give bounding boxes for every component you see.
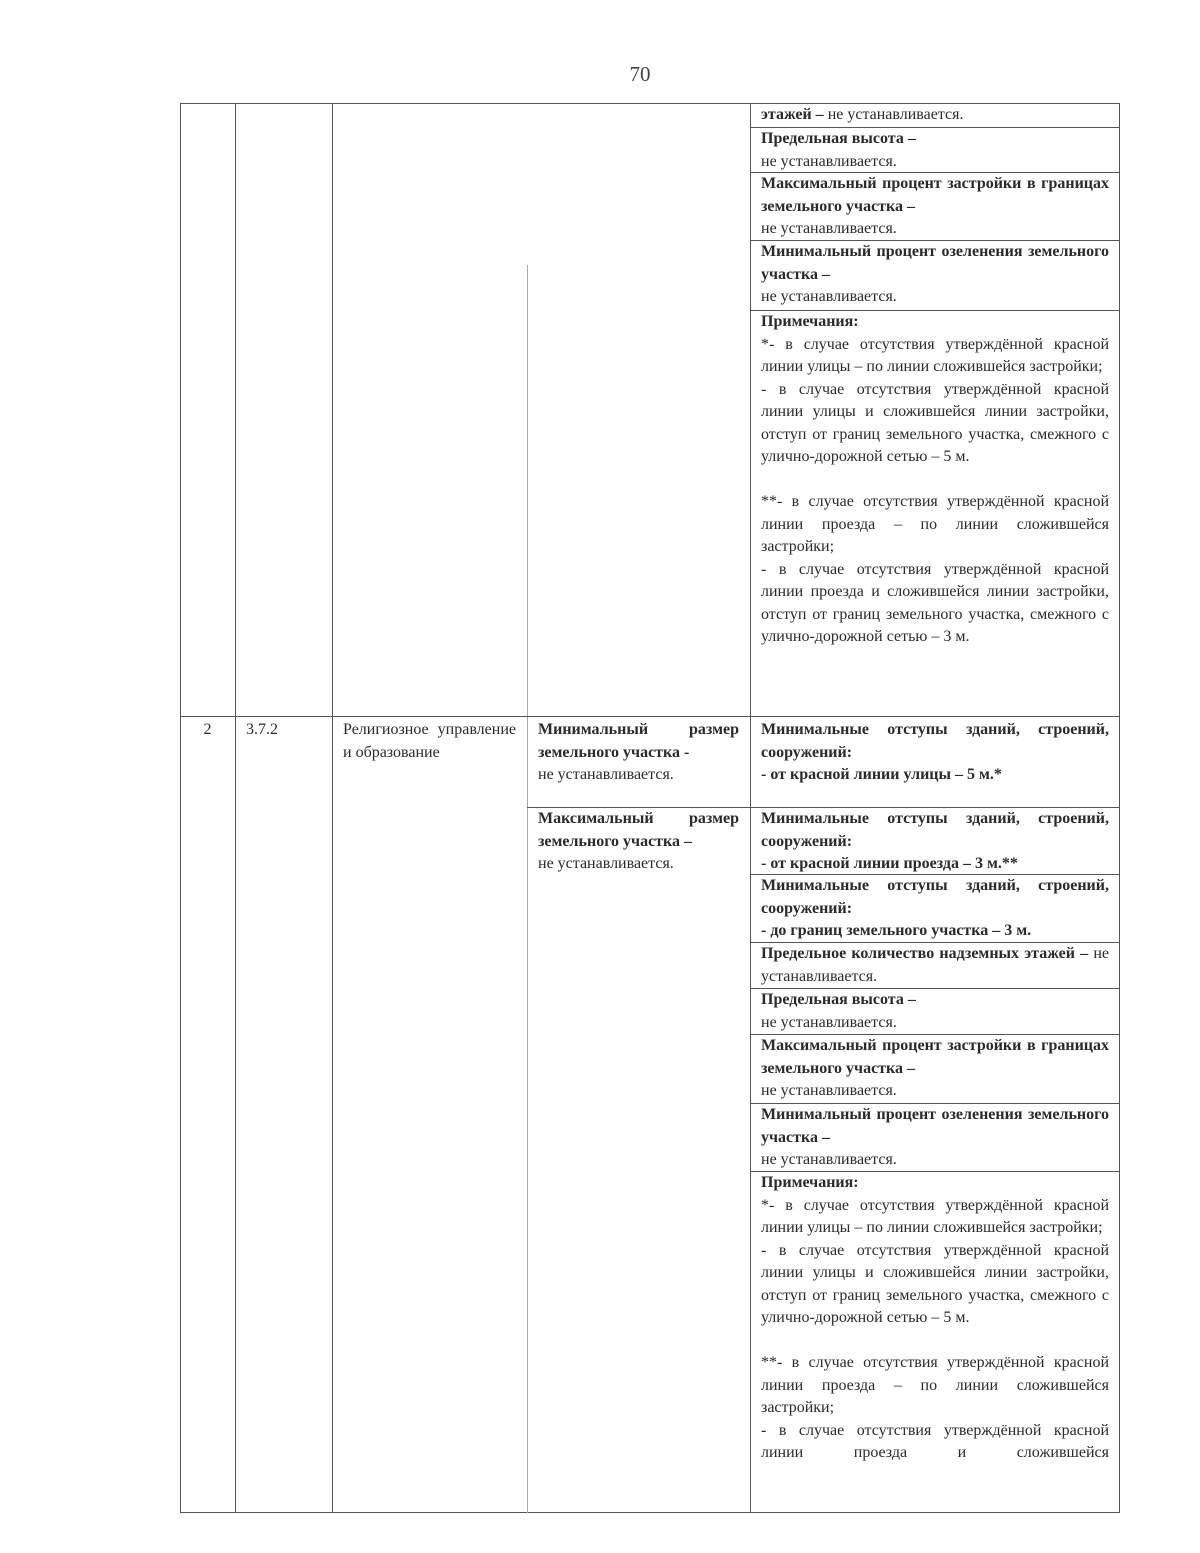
row-number: 2 [203, 721, 212, 738]
column-divider [235, 103, 236, 1513]
param-setback-driveway: Минимальные отступы зданий, строений, сооружений: - от красной линии проезда – 3 м.** [761, 810, 1109, 872]
param-floors-cont: этажей – не устанавливается. [761, 106, 964, 123]
note-paragraph: *- в случае отсутствия утверждённой красной линии улицы – по линии сложившейся застройки; [761, 1196, 1109, 1236]
row-name: Религиозное управление и образование [343, 721, 516, 761]
param-max-height: Предельная высота – не устанавливается. [761, 130, 916, 170]
note-paragraph: *- в случае отсутствия утверждённой красной линии улицы – по линии сложившейся застройки; [761, 335, 1109, 375]
note-paragraph: - в случае отсутствия утверждённой красной линии проезда и сложившейся линии застройки, отступ от границ земельного участка, смежного с улично-дорожной сетью – 3 м. [761, 560, 1109, 645]
note-paragraph: - в случае отсутствия утверждённой красной линии проезда и сложившейся [761, 1421, 1109, 1461]
row-divider [180, 716, 1120, 717]
param-min-green-percent: Минимальный процент озеленения земельного участка – не устанавливается. [761, 1106, 1109, 1168]
notes-title: Примечания: [761, 313, 859, 330]
note-paragraph: - в случае отсутствия утверждённой красной линии улицы и сложившейся линии застройки, отступ от границ земельного участка, смежного с улично-дорожной сетью – 5 м. [761, 380, 1109, 465]
note-paragraph: **- в случае отсутствия утверждённой красной линии проезда – по линии сложившейся застройки; [761, 1354, 1109, 1416]
param-setback-boundary: Минимальные отступы зданий, строений, сооружений: - до границ земельного участка – 3 м. [761, 877, 1109, 939]
param-max-height: Предельная высота – не устанавливается. [761, 991, 916, 1031]
note-paragraph: - в случае отсутствия утверждённой красной линии улицы и сложившейся линии застройки, отступ от границ земельного участка, смежного с улично-дорожной сетью – 5 м. [761, 1241, 1109, 1326]
column-divider [527, 265, 528, 1513]
param-setback-street: Минимальные отступы зданий, строений, сооружений: - от красной линии улицы – 5 м.* [761, 721, 1109, 783]
param-max-build-percent: Максимальный процент застройки в границах земельного участка – не устанавливается. [761, 1037, 1109, 1099]
param-min-green-percent: Минимальный процент озеленения земельного участка – не устанавливается. [761, 243, 1109, 305]
notes-block [750, 311, 1120, 649]
param-max-build-percent: Максимальный процент застройки в границах земельного участка – не устанавливается. [761, 175, 1109, 237]
max-plot-size: Максимальный размер земельного участка – не устанавливается. [538, 810, 739, 872]
notes-block [750, 1172, 1120, 1512]
min-plot-size: Минимальный размер земельного участка - не устанавливается. [538, 721, 739, 783]
param-max-floors: Предельное количество надземных этажей – не устанавливается. [761, 945, 1109, 985]
column-divider [332, 103, 333, 1513]
page-number: 70 [629, 62, 651, 86]
notes-title: Примечания: [761, 1174, 859, 1191]
note-paragraph: **- в случае отсутствия утверждённой красной линии проезда – по линии сложившейся застройки; [761, 493, 1109, 555]
row-code: 3.7.2 [246, 721, 278, 738]
